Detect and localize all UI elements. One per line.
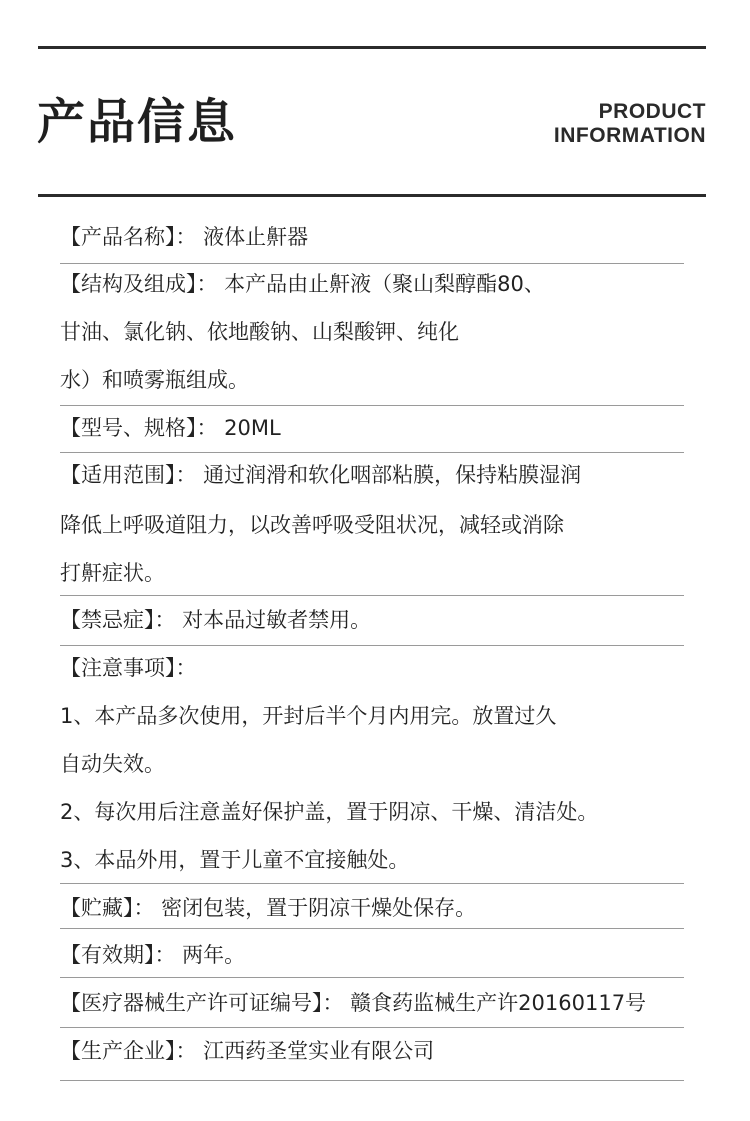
- note-3: 3、本品外用，置于儿童不宜接触处。: [60, 848, 410, 872]
- row-separator: [60, 977, 684, 978]
- product-name-row: 【产品名称】： 液体止鼾器: [60, 225, 309, 249]
- storage-row: 【贮藏】： 密闭包装，置于阴凉干燥处保存。: [60, 896, 477, 920]
- scope-line-2: 降低上呼吸道阻力，以改善呼吸受阻状况，减轻或消除: [60, 513, 564, 537]
- row-separator: [60, 452, 684, 453]
- manufacturer-row: 【生产企业】： 江西药圣堂实业有限公司: [60, 1039, 435, 1063]
- model-spec-row: 【型号、规格】： 20ML: [60, 416, 281, 440]
- row-separator: [60, 883, 684, 884]
- row-separator: [60, 1080, 684, 1081]
- contraindication-row: 【禁忌症】： 对本品过敏者禁用。: [60, 608, 372, 632]
- top-divider: [38, 46, 706, 49]
- scope-line-1: 【适用范围】： 通过润滑和软化咽部粘膜，保持粘膜湿润: [60, 463, 582, 487]
- notes-title: 【注意事项】：: [60, 656, 197, 680]
- validity-row: 【有效期】： 两年。: [60, 943, 246, 967]
- structure-line-2: 甘油、氯化钠、依地酸钠、山梨酸钾、纯化: [60, 320, 459, 344]
- row-separator: [60, 928, 684, 929]
- note-1-line-2: 自动失效。: [60, 752, 165, 776]
- row-separator: [60, 1027, 684, 1028]
- page-title: 产品信息: [37, 94, 238, 150]
- header-divider: [38, 194, 706, 197]
- row-separator: [60, 263, 684, 264]
- page-title-english: [554, 100, 706, 148]
- row-separator: [60, 645, 684, 646]
- structure-line-1: 【结构及组成】： 本产品由止鼾液（聚山梨醇酯80、: [60, 272, 545, 296]
- note-1-line-1: 1、本产品多次使用，开封后半个月内用完。放置过久: [60, 704, 557, 728]
- scope-line-3: 打鼾症状。: [60, 561, 165, 585]
- structure-line-3: 水）和喷雾瓶组成。: [60, 368, 249, 392]
- row-separator: [60, 595, 684, 596]
- title-en-line-2: INFORMATION: [553, 124, 706, 147]
- title-en-line-1: PRODUCT: [598, 100, 706, 123]
- note-2: 2、每次用后注意盖好保护盖，置于阴凉、干燥、清洁处。: [60, 800, 599, 824]
- row-separator: [60, 405, 684, 406]
- license-row: 【医疗器械生产许可证编号】： 赣食药监械生产许20160117号: [60, 991, 647, 1015]
